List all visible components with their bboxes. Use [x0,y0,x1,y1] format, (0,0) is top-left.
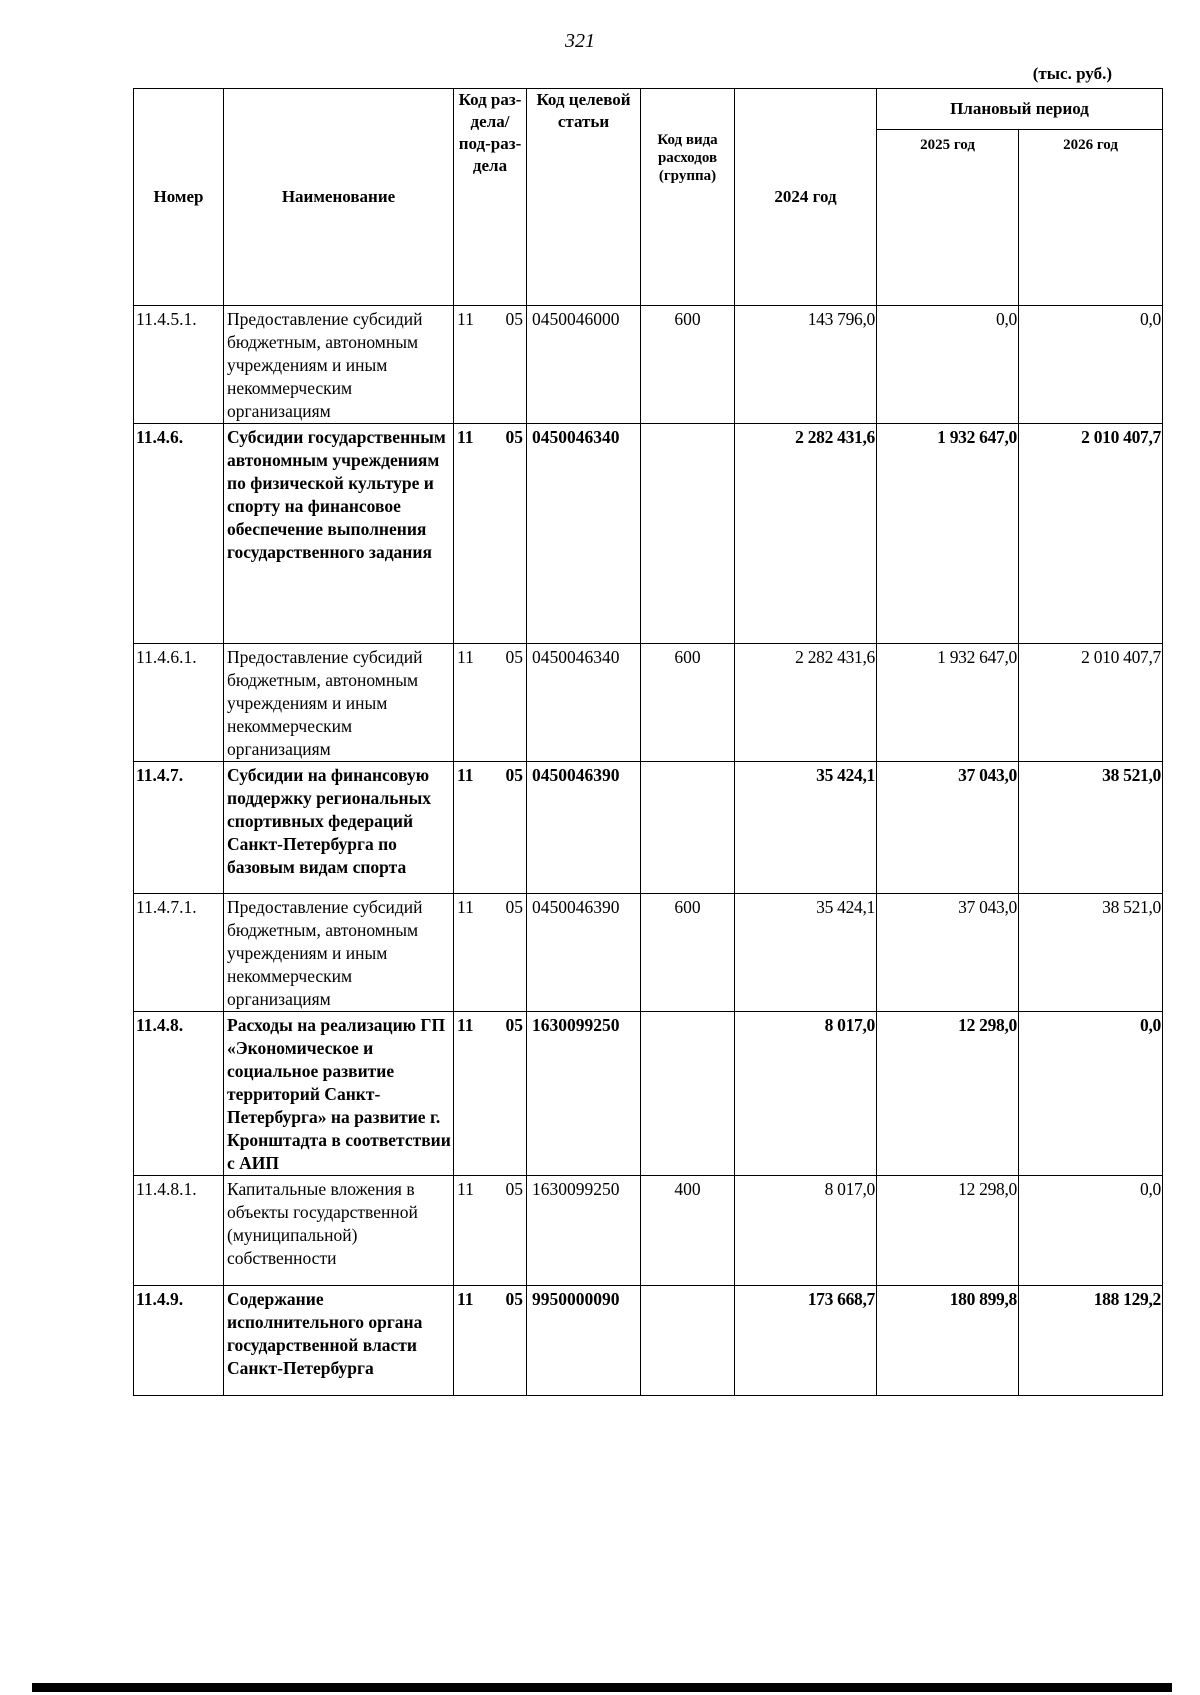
cell-number: 11.4.8. [134,1012,224,1176]
cell-razdel [454,1176,527,1286]
cell-2025: 12 298,0 [877,1176,1019,1286]
cell-razdel [454,894,527,1012]
cell-2026: 0,0 [1019,306,1163,424]
cell-2026: 0,0 [1019,1176,1163,1286]
cell-number: 11.4.9. [134,1286,224,1396]
header-vid: Код вида расходов (группа) [641,89,735,306]
table-row [134,424,1163,644]
header-2025: 2025 год [877,130,1019,306]
cell-number: 11.4.7.1. [134,894,224,1012]
header-2024: 2024 год [735,89,877,306]
cell-2025: 180 899,8 [877,1286,1019,1396]
cell-target: 0450046390 [527,894,641,1012]
cell-vid: 600 [641,306,735,424]
table-row [134,1012,1163,1176]
cell-razdel-code: 11 [457,765,474,785]
table-row [134,306,1163,424]
cell-podrazdel-code: 05 [505,309,523,329]
cell-razdel [454,762,527,894]
table-row [134,894,1163,1012]
cell-target: 0450046000 [527,306,641,424]
cell-podrazdel-code: 05 [505,897,523,917]
cell-target: 0450046390 [527,762,641,894]
cell-name: Расходы на реализацию ГП «Экономическое и социальное развитие территорий Санкт-Петербурга» на развитие г. Кронштадта в соответствии с АИП [224,1012,454,1176]
cell-2025: 1 932 647,0 [877,644,1019,762]
cell-2026: 38 521,0 [1019,762,1163,894]
cell-name: Субсидии государственным автономным учреждениям по физической культуре и спорту на финансовое обеспечение выполнения государственного задания [224,424,454,644]
cell-2026: 2 010 407,7 [1019,424,1163,644]
cell-2024: 8 017,0 [735,1176,877,1286]
table-row [134,1176,1163,1286]
cell-razdel [454,1012,527,1176]
cell-2024: 8 017,0 [735,1012,877,1176]
table-row [134,762,1163,894]
cell-razdel-code: 11 [457,1289,474,1309]
cell-target: 0450046340 [527,644,641,762]
cell-name: Предоставление субсидий бюджетным, автономным учреждениям и иным некоммерческим организациям [224,306,454,424]
cell-podrazdel-code: 05 [505,765,523,785]
table-row [134,1286,1163,1396]
cell-vid: 400 [641,1176,735,1286]
cell-2025: 1 932 647,0 [877,424,1019,644]
header-number: Номер [134,89,224,306]
cell-razdel-code: 11 [457,1179,474,1199]
cell-vid [641,762,735,894]
cell-podrazdel-code: 05 [505,1289,523,1309]
cell-2024: 2 282 431,6 [735,424,877,644]
cell-2026: 38 521,0 [1019,894,1163,1012]
cell-podrazdel-code: 05 [505,1179,523,1199]
cell-podrazdel-code: 05 [505,647,523,667]
cell-name: Субсидии на финансовую поддержку региональных спортивных федераций Санкт-Петербурга по базовым видам спорта [224,762,454,894]
cell-number: 11.4.7. [134,762,224,894]
cell-number: 11.4.5.1. [134,306,224,424]
cell-number: 11.4.8.1. [134,1176,224,1286]
cell-2025: 37 043,0 [877,894,1019,1012]
header-planned-period: Плановый период [877,89,1163,130]
cell-vid: 600 [641,644,735,762]
header-target: Код целевой статьи [527,89,641,306]
cell-podrazdel-code: 05 [505,1015,523,1035]
cell-2026: 2 010 407,7 [1019,644,1163,762]
cell-razdel-code: 11 [457,1015,474,1035]
cell-number: 11.4.6.1. [134,644,224,762]
table-body [134,306,1163,1396]
cell-target: 0450046340 [527,424,641,644]
cell-razdel [454,1286,527,1396]
header-2026: 2026 год [1019,130,1163,306]
cell-target: 9950000090 [527,1286,641,1396]
cell-podrazdel-code: 05 [505,427,523,447]
bottom-scan-border [32,1683,1172,1692]
header-razdel: Код раз-дела/ под-раз-дела [454,89,527,306]
cell-name: Капитальные вложения в объекты государственной (муниципальной) собственности [224,1176,454,1286]
cell-2024: 2 282 431,6 [735,644,877,762]
cell-2026: 0,0 [1019,1012,1163,1176]
table-row [134,644,1163,762]
cell-2026: 188 129,2 [1019,1286,1163,1396]
cell-2025: 12 298,0 [877,1012,1019,1176]
cell-target: 1630099250 [527,1012,641,1176]
cell-razdel [454,306,527,424]
cell-number: 11.4.6. [134,424,224,644]
cell-name: Содержание исполнительного органа государственной власти Санкт-Петербурга [224,1286,454,1396]
cell-razdel [454,644,527,762]
page-number: 321 [565,30,595,52]
cell-2025: 37 043,0 [877,762,1019,894]
header-name: Наименование [224,89,454,306]
header-row [134,89,1163,130]
cell-target: 1630099250 [527,1176,641,1286]
cell-2024: 173 668,7 [735,1286,877,1396]
cell-2024: 35 424,1 [735,894,877,1012]
cell-vid [641,424,735,644]
cell-vid [641,1012,735,1176]
cell-vid [641,1286,735,1396]
budget-table [133,88,1163,1396]
cell-razdel-code: 11 [457,897,474,917]
cell-name: Предоставление субсидий бюджетным, автономным учреждениям и иным некоммерческим организациям [224,644,454,762]
cell-vid: 600 [641,894,735,1012]
cell-razdel-code: 11 [457,427,474,447]
cell-razdel [454,424,527,644]
units-label: (тыс. руб.) [1032,64,1112,83]
cell-2024: 143 796,0 [735,306,877,424]
cell-razdel-code: 11 [457,647,474,667]
cell-razdel-code: 11 [457,309,474,329]
cell-name: Предоставление субсидий бюджетным, автономным учреждениям и иным некоммерческим организациям [224,894,454,1012]
cell-2024: 35 424,1 [735,762,877,894]
cell-2025: 0,0 [877,306,1019,424]
